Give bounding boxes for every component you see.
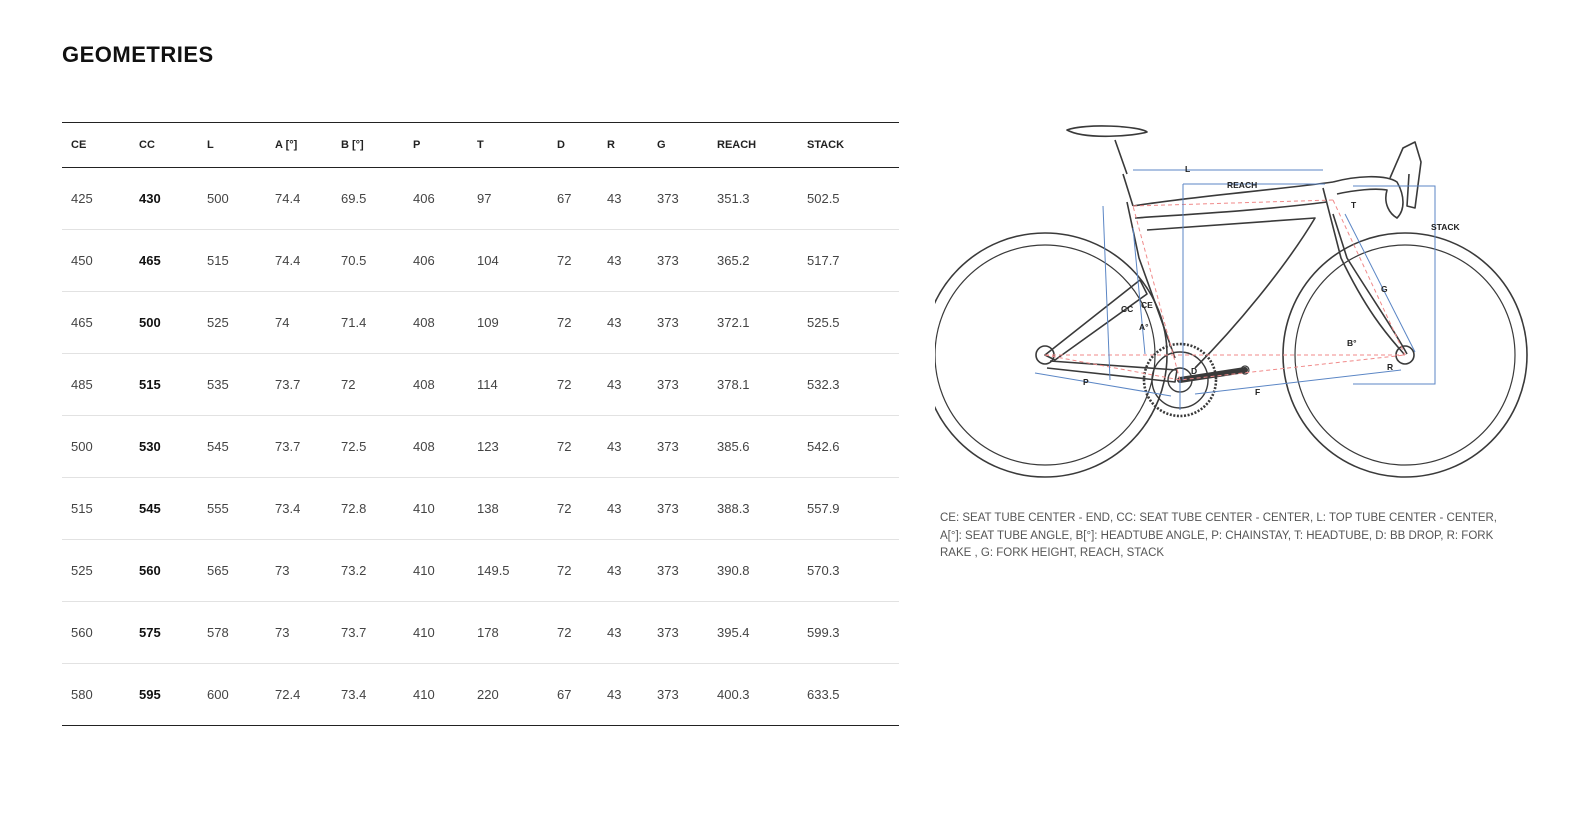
table-cell: 515 bbox=[198, 230, 266, 292]
table-cell: 373 bbox=[648, 540, 708, 602]
table-cell: 43 bbox=[598, 602, 648, 664]
table-cell: 373 bbox=[648, 602, 708, 664]
table-cell: 555 bbox=[198, 478, 266, 540]
label-d: D bbox=[1191, 366, 1198, 376]
table-cell: 560 bbox=[130, 540, 198, 602]
table-cell: 72.8 bbox=[332, 478, 404, 540]
table-cell: 542.6 bbox=[798, 416, 899, 478]
table-cell: 560 bbox=[62, 602, 130, 664]
table-cell: 400.3 bbox=[708, 664, 798, 726]
geometry-legend: CE: SEAT TUBE CENTER - END, CC: SEAT TUBE CENTER - CENTER, L: TOP TUBE CENTER - CENTER, A[°]: SEAT TUBE ANGLE, B[°]: HEADTUBE ANGLE, P: CHAINSTAY, T: HEADTUBE, D: BB DROP, R: FORK RAKE , G: FORK HEIGHT, REACH, STACK bbox=[940, 512, 1497, 559]
table-cell: 500 bbox=[130, 292, 198, 354]
table-cell: 373 bbox=[648, 416, 708, 478]
table-cell: 430 bbox=[130, 168, 198, 230]
table-cell: 149.5 bbox=[468, 540, 548, 602]
table-cell: 465 bbox=[130, 230, 198, 292]
label-a: A° bbox=[1139, 322, 1149, 332]
table-cell: 73 bbox=[266, 602, 332, 664]
table-cell: 525 bbox=[198, 292, 266, 354]
column-header: B [°] bbox=[332, 123, 404, 168]
table-cell: 385.6 bbox=[708, 416, 798, 478]
table-row bbox=[62, 602, 899, 664]
table-cell: 72 bbox=[548, 292, 598, 354]
column-header: A [°] bbox=[266, 123, 332, 168]
table-cell: 72 bbox=[332, 354, 404, 416]
table-cell: 525 bbox=[62, 540, 130, 602]
table-cell: 73.4 bbox=[266, 478, 332, 540]
table-cell: 425 bbox=[62, 168, 130, 230]
table-cell: 500 bbox=[62, 416, 130, 478]
column-header: G bbox=[648, 123, 708, 168]
table-cell: 390.8 bbox=[708, 540, 798, 602]
table-cell: 123 bbox=[468, 416, 548, 478]
table-cell: 43 bbox=[598, 416, 648, 478]
table-cell: 570.3 bbox=[798, 540, 899, 602]
table-cell: 408 bbox=[404, 292, 468, 354]
table-cell: 500 bbox=[198, 168, 266, 230]
label-cc: CC bbox=[1121, 304, 1134, 314]
table-row bbox=[62, 168, 899, 230]
table-cell: 43 bbox=[598, 478, 648, 540]
table-cell: 565 bbox=[198, 540, 266, 602]
table-cell: 373 bbox=[648, 292, 708, 354]
table-row bbox=[62, 540, 899, 602]
table-cell: 73.7 bbox=[332, 602, 404, 664]
table-cell: 365.2 bbox=[708, 230, 798, 292]
table-cell: 530 bbox=[130, 416, 198, 478]
table-cell: 72 bbox=[548, 478, 598, 540]
table-cell: 410 bbox=[404, 664, 468, 726]
table-cell: 545 bbox=[198, 416, 266, 478]
table-cell: 72 bbox=[548, 602, 598, 664]
table-cell: 532.3 bbox=[798, 354, 899, 416]
table-row bbox=[62, 292, 899, 354]
table-cell: 578 bbox=[198, 602, 266, 664]
label-ce: CE bbox=[1141, 300, 1153, 310]
table-cell: 72.5 bbox=[332, 416, 404, 478]
table-cell: 557.9 bbox=[798, 478, 899, 540]
table-cell: 406 bbox=[404, 230, 468, 292]
table-cell: 74 bbox=[266, 292, 332, 354]
geometry-reference-lines bbox=[1045, 200, 1405, 380]
table-cell: 388.3 bbox=[708, 478, 798, 540]
table-cell: 575 bbox=[130, 602, 198, 664]
table-row bbox=[62, 230, 899, 292]
table-cell: 372.1 bbox=[708, 292, 798, 354]
table-cell: 502.5 bbox=[798, 168, 899, 230]
table-cell: 72 bbox=[548, 540, 598, 602]
table-cell: 97 bbox=[468, 168, 548, 230]
table-cell: 73 bbox=[266, 540, 332, 602]
table-cell: 378.1 bbox=[708, 354, 798, 416]
label-b: B° bbox=[1347, 338, 1357, 348]
label-g: G bbox=[1381, 284, 1388, 294]
table-cell: 410 bbox=[404, 478, 468, 540]
table-cell: 408 bbox=[404, 416, 468, 478]
table-cell: 67 bbox=[548, 664, 598, 726]
table-cell: 535 bbox=[198, 354, 266, 416]
column-header: D bbox=[548, 123, 598, 168]
table-cell: 517.7 bbox=[798, 230, 899, 292]
label-f: F bbox=[1255, 387, 1261, 397]
column-header: CE bbox=[62, 123, 130, 168]
crankset bbox=[1036, 344, 1414, 416]
table-cell: 373 bbox=[648, 664, 708, 726]
table-row bbox=[62, 354, 899, 416]
column-header: P bbox=[404, 123, 468, 168]
label-l: L bbox=[1185, 164, 1191, 174]
label-p: P bbox=[1083, 377, 1089, 387]
table-cell: 43 bbox=[598, 168, 648, 230]
table-cell: 220 bbox=[468, 664, 548, 726]
table-cell: 410 bbox=[404, 602, 468, 664]
column-header: STACK bbox=[798, 123, 899, 168]
table-cell: 406 bbox=[404, 168, 468, 230]
table-cell: 73.4 bbox=[332, 664, 404, 726]
table-cell: 485 bbox=[62, 354, 130, 416]
table-cell: 138 bbox=[468, 478, 548, 540]
table-cell: 545 bbox=[130, 478, 198, 540]
column-header: T bbox=[468, 123, 548, 168]
label-t: T bbox=[1351, 200, 1357, 210]
column-header: REACH bbox=[708, 123, 798, 168]
table-cell: 450 bbox=[62, 230, 130, 292]
table-cell: 72.4 bbox=[266, 664, 332, 726]
table-cell: 43 bbox=[598, 354, 648, 416]
table-cell: 633.5 bbox=[798, 664, 899, 726]
table-cell: 351.3 bbox=[708, 168, 798, 230]
table-cell: 43 bbox=[598, 292, 648, 354]
table-cell: 595 bbox=[130, 664, 198, 726]
table-row bbox=[62, 664, 899, 726]
table-header-row bbox=[62, 123, 899, 168]
table-cell: 515 bbox=[62, 478, 130, 540]
table-cell: 73.2 bbox=[332, 540, 404, 602]
table-cell: 373 bbox=[648, 230, 708, 292]
table-cell: 525.5 bbox=[798, 292, 899, 354]
table-cell: 114 bbox=[468, 354, 548, 416]
table-cell: 600 bbox=[198, 664, 266, 726]
table-cell: 408 bbox=[404, 354, 468, 416]
page-title: GEOMETRIES bbox=[62, 42, 214, 67]
column-header: R bbox=[598, 123, 648, 168]
table-cell: 69.5 bbox=[332, 168, 404, 230]
table-cell: 104 bbox=[468, 230, 548, 292]
table-cell: 373 bbox=[648, 478, 708, 540]
table-cell: 43 bbox=[598, 230, 648, 292]
label-r: R bbox=[1387, 362, 1394, 372]
label-stack: STACK bbox=[1431, 222, 1460, 232]
label-reach: REACH bbox=[1227, 180, 1258, 190]
table-row bbox=[62, 478, 899, 540]
table-cell: 72 bbox=[548, 416, 598, 478]
table-cell: 373 bbox=[648, 354, 708, 416]
geometry-table bbox=[62, 122, 899, 726]
table-cell: 74.4 bbox=[266, 230, 332, 292]
table-cell: 67 bbox=[548, 168, 598, 230]
table-cell: 410 bbox=[404, 540, 468, 602]
table-cell: 373 bbox=[648, 168, 708, 230]
table-cell: 70.5 bbox=[332, 230, 404, 292]
bike-geometry-diagram bbox=[935, 118, 1555, 496]
table-cell: 515 bbox=[130, 354, 198, 416]
column-header: L bbox=[198, 123, 266, 168]
table-row bbox=[62, 416, 899, 478]
table-cell: 74.4 bbox=[266, 168, 332, 230]
table-cell: 72 bbox=[548, 354, 598, 416]
table-cell: 73.7 bbox=[266, 416, 332, 478]
column-header: CC bbox=[130, 123, 198, 168]
table-cell: 465 bbox=[62, 292, 130, 354]
table-cell: 43 bbox=[598, 540, 648, 602]
table-cell: 109 bbox=[468, 292, 548, 354]
table-cell: 72 bbox=[548, 230, 598, 292]
table-cell: 71.4 bbox=[332, 292, 404, 354]
table-cell: 73.7 bbox=[266, 354, 332, 416]
table-cell: 178 bbox=[468, 602, 548, 664]
table-cell: 395.4 bbox=[708, 602, 798, 664]
table-cell: 599.3 bbox=[798, 602, 899, 664]
table-cell: 43 bbox=[598, 664, 648, 726]
bike-frame bbox=[1045, 126, 1421, 382]
table-cell: 580 bbox=[62, 664, 130, 726]
